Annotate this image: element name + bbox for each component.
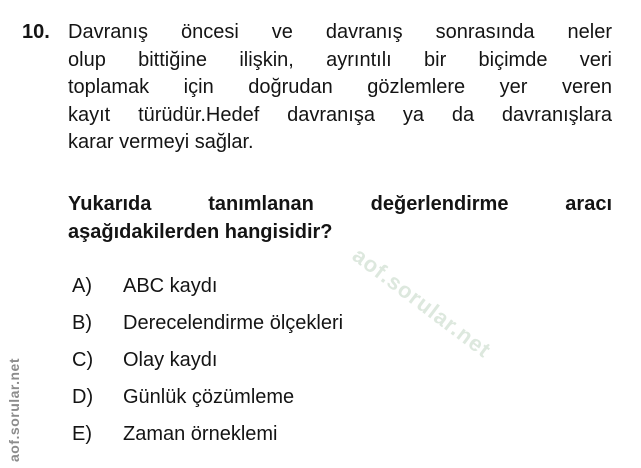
stem-line: kayıt türüdür.Hedef davranışa ya da davranışlara <box>68 103 612 126</box>
stem-line: karar vermeyi sağlar. <box>68 131 254 153</box>
option-row-c <box>72 347 612 373</box>
question-block <box>0 0 641 157</box>
option-letter: D) <box>72 385 94 408</box>
option-row-a <box>72 273 612 299</box>
option-label: ABC kaydı <box>123 274 218 297</box>
option-label: Olay kaydı <box>123 348 218 371</box>
question-stem <box>68 19 612 157</box>
prompt-line: Yukarıda tanımlanan değerlendirme aracı <box>68 192 612 215</box>
option-letter: A) <box>72 274 92 297</box>
option-label: Günlük çözümleme <box>123 385 295 408</box>
option-label: Zaman örneklemi <box>123 422 278 445</box>
prompt-line: aşağıdakilerden hangisidir? <box>68 220 333 243</box>
option-label: Derecelendirme ölçekleri <box>123 311 344 334</box>
question-prompt <box>68 190 612 246</box>
options-list <box>72 273 612 447</box>
option-row-e <box>72 421 612 447</box>
watermark-vertical: aof.sorular.net <box>6 358 22 462</box>
option-letter: B) <box>72 311 92 334</box>
question-number: 10. <box>22 21 50 43</box>
option-row-b <box>72 310 612 336</box>
option-row-d <box>72 384 612 410</box>
option-letter: E) <box>72 422 92 445</box>
watermark-diagonal: aof.sorular.net <box>347 242 497 363</box>
stem-line: toplamak için doğrudan gözlemlere yer veren <box>68 76 612 98</box>
stem-line: olup bittiğine ilişkin, ayrıntılı bir biçimde veri <box>68 48 612 71</box>
option-letter: C) <box>72 348 94 371</box>
stem-line: Davranış öncesi ve davranış sonrasında neler <box>68 21 612 43</box>
